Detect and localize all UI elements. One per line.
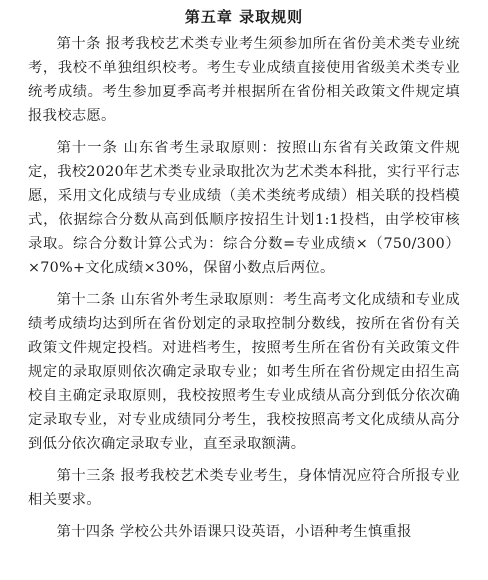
- article-10-paragraph: 第十条 报考我校艺术类专业考生须参加所在省份美术类专业统考，我校不单独组织校考。考生专业成绩直接使用省级美术类专业统考成绩。考生参加夏季高考并根据所在省份相关政策文件规定填报我校志愿。: [28, 36, 460, 124]
- article-13-paragraph: 第十三条 报考我校艺术类专业考生，身体情况应符合所报专业相关要求。: [28, 468, 460, 508]
- article-14-paragraph: 第十四条 学校公共外语课只设英语，小语种考生慎重报: [56, 524, 412, 540]
- article-12-paragraph: 第十二条 山东省外考生录取原则：考生高考文化成绩和专业成绩考成绩均达到所在省份划定的录取控制分数线，按所在省份有关政策文件规定投档。对进档考生，按照考生所在省份有关政策文件规定的录取原则依次确定录取专业；如考生所在省份规定由招生高校自主确定录取原则，我校按照考生专业成绩从高分到低分依次确定录取专业，对专业成绩同分考生，我校按照高考文化成绩从高分到低分依次确定录取专业，直至录取额满。: [28, 292, 460, 452]
- article-11-paragraph: 第十一条 山东省考生录取原则：按照山东省有关政策文件规定，我校2020年艺术类专业录取批次为艺术类本科批，实行平行志愿，采用文化成绩与专业成绩（美术类统考成绩）相关联的投档模式，依据综合分数从高到低顺序按招生计划1:1投档，由学校审核录取。综合分数计算公式为：综合分数=专业成绩×（750/300）×70%+文化成绩×30%，保留小数点后两位。: [28, 140, 460, 276]
- chapter-title: 第五章 录取规则: [184, 8, 304, 26]
